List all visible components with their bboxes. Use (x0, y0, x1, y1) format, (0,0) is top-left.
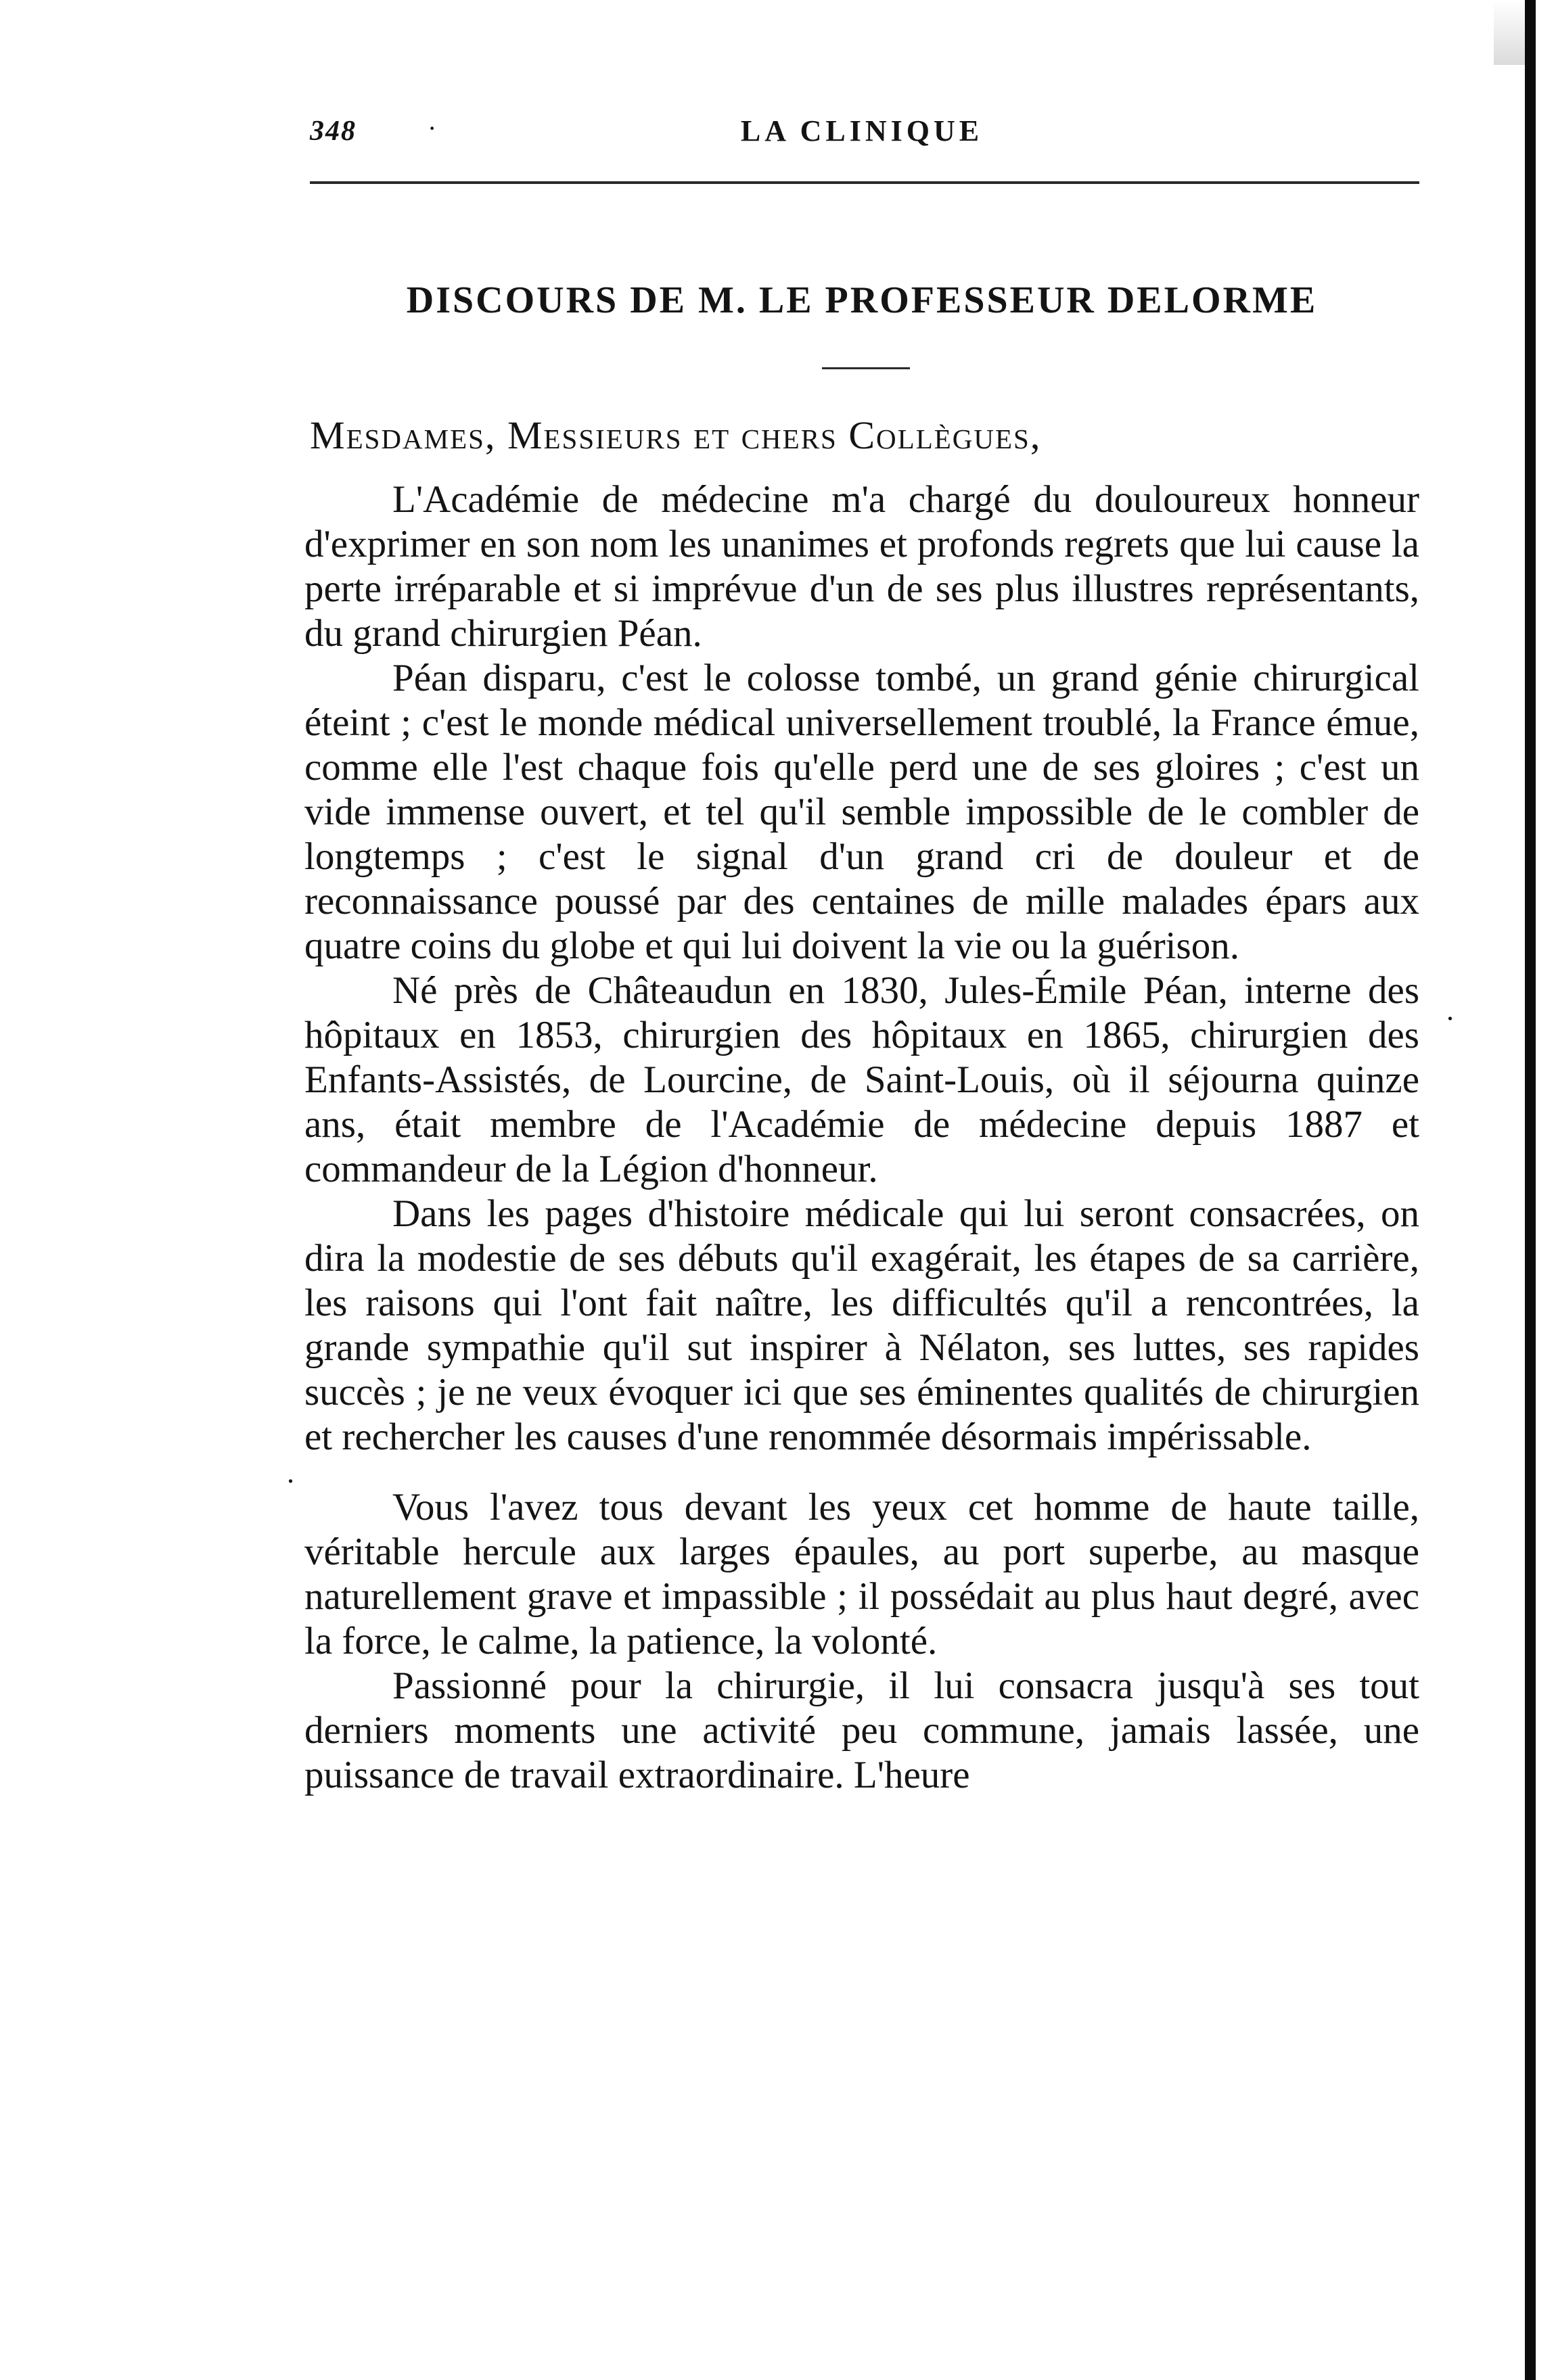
header-dot: · (428, 113, 437, 143)
header-rule (310, 181, 1419, 184)
page-corner-smudge (1494, 0, 1525, 65)
page-number: 348 (310, 116, 357, 147)
paragraph: Passionné pour la chirurgie, il lui consacra jusqu'à ses tout derniers moments une activité peu commune, jamais lassée, une puissance de travail extraordinaire. L'heure (304, 1664, 1419, 1796)
paragraph: Né près de Châteaudun en 1830, Jules-Émile Péan, interne des hôpitaux en 1853, chirurgien des hôpitaux en 1865, chirurgien des Enfants-Assistés, de Lourcine, de Saint-Louis, où il séjourna quinze ans, était membre de l'Académie de médecine depuis 1887 et commandeur de la Légion d'honneur. (304, 969, 1419, 1190)
article-title: DISCOURS DE M. LE PROFESSEUR DELORME (406, 279, 1318, 321)
running-header (310, 108, 1414, 156)
paragraph: L'Académie de médecine m'a chargé du douloureux honneur d'exprimer en son nom les unanimes et profonds regrets que lui cause la perte irréparable et si imprévue d'un de ses plus illustres représentants, du grand chirurgien Péan. (304, 478, 1419, 655)
salutation: Mesdames, Messieurs et chers Collègues, (310, 413, 1042, 457)
running-title: LA CLINIQUE (740, 114, 984, 147)
margin-dot: . (287, 1456, 294, 1489)
margin-dot: . (1446, 994, 1454, 1027)
title-rule (822, 367, 910, 369)
paragraph: Vous l'avez tous devant les yeux cet homme de haute taille, véritable hercule aux larges épaules, au port superbe, au masque naturellement grave et impassible ; il possédait au plus haut degré, avec la force, le calme, la patience, la volonté. (304, 1486, 1419, 1662)
article-body (304, 477, 1419, 1798)
paragraph: Dans les pages d'histoire médicale qui lui seront consacrées, on dira la modestie de ses débuts qu'il exagérait, les étapes de sa carrière, les raisons qui l'ont fait naître, les difficultés qu'il a rencontrées, la grande sympathie qu'il sut inspirer à Nélaton, ses luttes, ses rapides succès ; je ne veux évoquer ici que ses éminentes qualités de chirurgien et rechercher les causes d'une renommée désormais impérissable. (304, 1192, 1419, 1458)
paragraph: Péan disparu, c'est le colosse tombé, un grand génie chirurgical éteint ; c'est le monde médical universellement troublé, la France émue, comme elle l'est chaque fois qu'elle perd une de ses gloires ; c'est un vide immense ouvert, et tel qu'il semble impossible de le combler de longtemps ; c'est le signal d'un grand cri de douleur et de reconnaissance poussé par des centaines de mille malades épars aux quatre coins du globe et qui lui doivent la vie ou la guérison. (304, 657, 1419, 967)
page-edge-shadow (1525, 0, 1536, 2380)
